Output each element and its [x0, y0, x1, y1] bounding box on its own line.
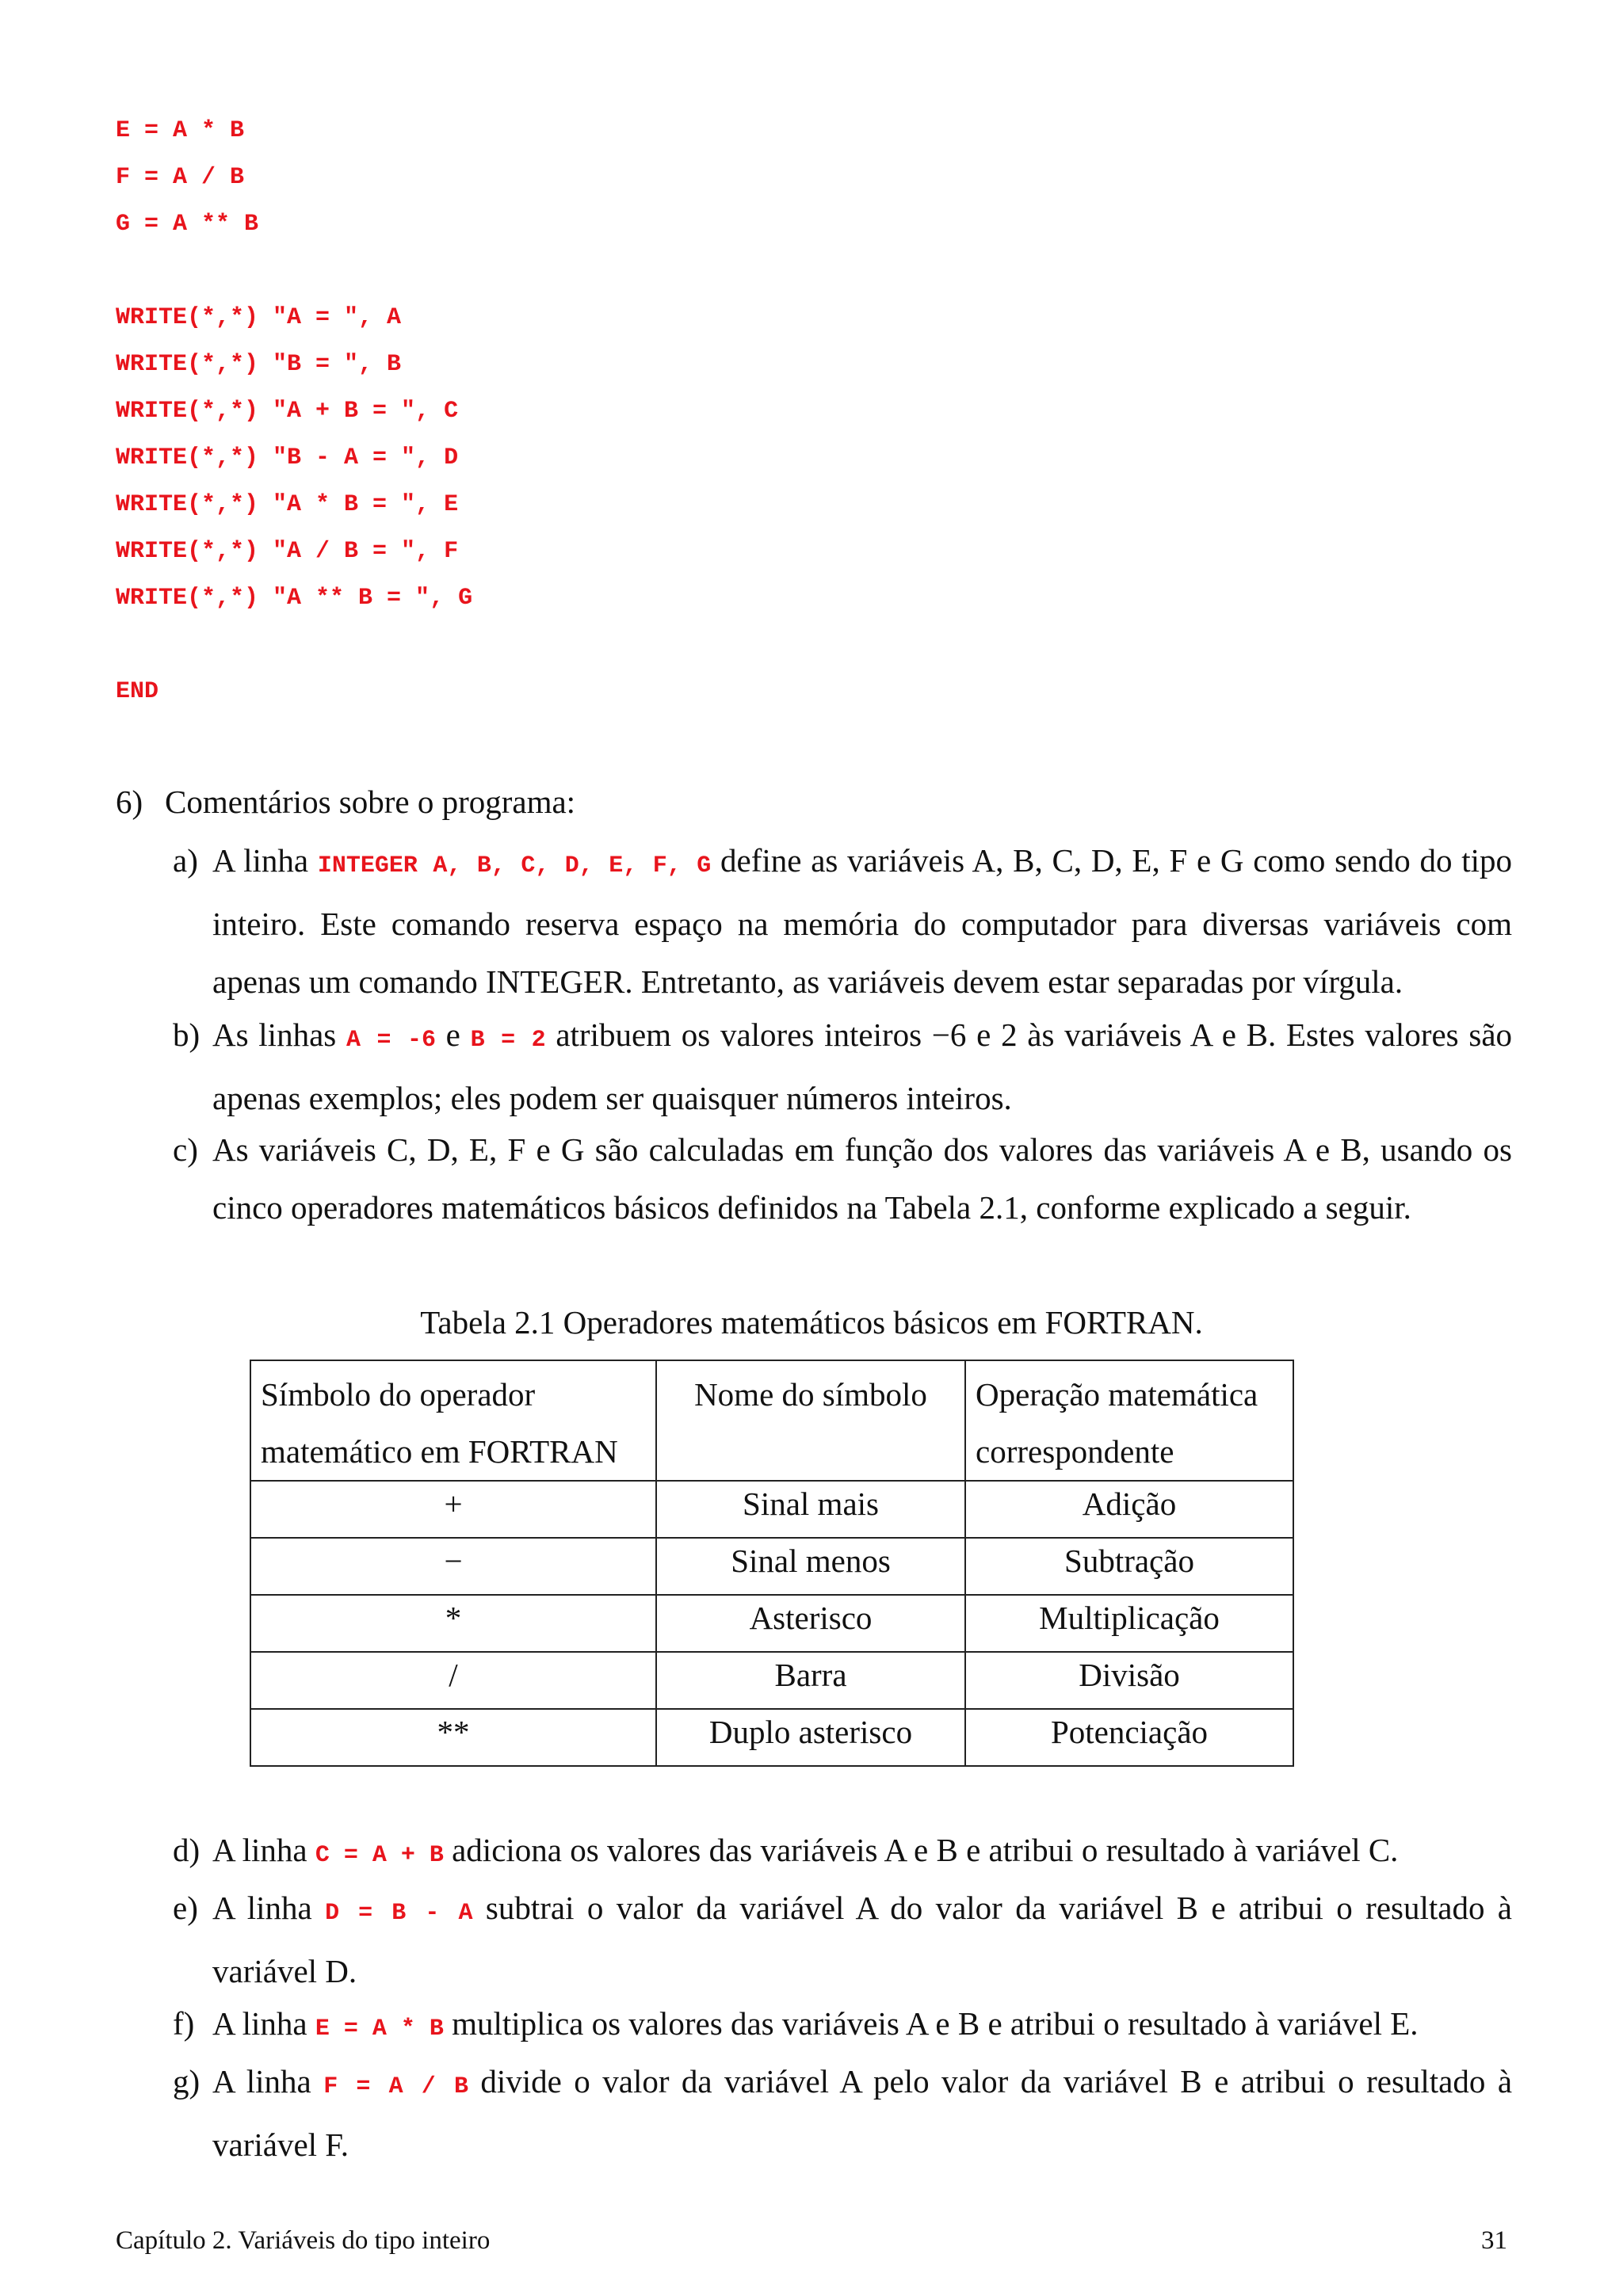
table-header-cell: Operação matemática correspondente — [965, 1360, 1293, 1481]
table-row — [250, 1709, 1293, 1766]
code-line: END — [116, 678, 159, 705]
table-cell: Asterisco — [656, 1595, 965, 1652]
inline-code: F = A / B — [323, 2073, 468, 2100]
item-label: g) — [173, 2063, 200, 2100]
footer-chapter: Capítulo 2. Variáveis do tipo inteiro — [116, 2226, 491, 2255]
table-cell: * — [250, 1595, 656, 1652]
table-header-row — [250, 1360, 1293, 1481]
item-label: b) — [173, 1016, 200, 1053]
table-cell: Duplo asterisco — [656, 1709, 965, 1766]
item-text: A linha — [212, 2005, 315, 2042]
code-line: WRITE(*,*) "B = ", B — [116, 351, 402, 378]
inline-code: B = 2 — [470, 1027, 546, 1054]
code-line: F = A / B — [116, 164, 245, 191]
item-label: f) — [173, 2005, 195, 2042]
footer-page-number: 31 — [1481, 2226, 1507, 2255]
table-caption: Tabela 2.1 Operadores matemáticos básicos em FORTRAN. — [420, 1304, 1203, 1341]
item-text: adiciona os valores das variáveis A e B e atribui o resultado à variável C. — [443, 1832, 1399, 1868]
section-title: Comentários sobre o programa: — [165, 784, 576, 820]
item-text: atribuem os valores inteiros −6 e 2 às variáveis A e B. Estes valores são apenas exemplos; eles podem ser quaisquer números inteiros. — [212, 1016, 1513, 1116]
item-text: multiplica os valores das variáveis A e B e atribui o resultado à variável E. — [443, 2005, 1419, 2042]
table-row — [250, 1652, 1293, 1709]
item-text: A linha — [212, 2063, 324, 2100]
inline-code: INTEGER A, B, C, D, E, F, G — [317, 852, 712, 879]
table-row — [250, 1595, 1293, 1652]
inline-code: A = -6 — [346, 1027, 436, 1054]
comment-item-d — [173, 1821, 1512, 1885]
item-text: divide o valor da variável A pelo valor da variável B e atribui o resultado à variável F. — [212, 2063, 1513, 2163]
code-line: WRITE(*,*) "A * B = ", E — [116, 491, 459, 518]
item-text: A linha — [212, 1890, 326, 1926]
item-text: As variáveis C, D, E, F e G são calculadas em função dos valores das variáveis A e B, usando os cinco operadores matemáticos básicos definidos na Tabela 2.1, conforme explicado a seguir. — [212, 1131, 1512, 1226]
table-cell: Subtração — [965, 1538, 1293, 1595]
item-text: subtrai o valor da variável A do valor da variável B e atribui o resultado à variável D. — [212, 1890, 1513, 1989]
table-row — [250, 1538, 1293, 1595]
inline-code: E = A * B — [315, 2016, 444, 2042]
operators-table — [250, 1360, 1294, 1767]
comment-item-b — [173, 1006, 1512, 1127]
comment-item-f — [173, 1995, 1512, 2058]
table-header-cell: Símbolo do operador matemático em FORTRAN — [250, 1360, 656, 1481]
comment-item-a — [173, 832, 1512, 1011]
table-cell: Sinal mais — [656, 1481, 965, 1538]
table-cell: / — [250, 1652, 656, 1709]
table-cell: Barra — [656, 1652, 965, 1709]
table-cell: + — [250, 1481, 656, 1538]
table-cell: Potenciação — [965, 1709, 1293, 1766]
item-text: As linhas — [212, 1016, 346, 1053]
item-text: A linha — [212, 1832, 315, 1868]
table-cell: − — [250, 1538, 656, 1595]
comment-item-e — [173, 1879, 1512, 2000]
code-line: E = A * B — [116, 117, 245, 144]
item-label: d) — [173, 1832, 200, 1868]
section-number: 6) — [116, 784, 143, 820]
table-header-cell: Nome do símbolo — [656, 1360, 965, 1481]
table-cell: ** — [250, 1709, 656, 1766]
code-line: WRITE(*,*) "B - A = ", D — [116, 444, 459, 471]
code-line: WRITE(*,*) "A + B = ", C — [116, 398, 459, 425]
item-text: define as variáveis A, B, C, D, E, F e G como sendo do tipo inteiro. Este comando reserva espaço na memória do computador para diversas variáveis com apenas um comando INTEGER. Entretanto, as variáveis devem estar separadas por vírgula. — [212, 842, 1512, 1000]
comment-item-g — [173, 2053, 1512, 2174]
inline-code: C = A + B — [315, 1842, 444, 1869]
code-line: WRITE(*,*) "A ** B = ", G — [116, 585, 473, 612]
table-cell: Sinal menos — [656, 1538, 965, 1595]
table-cell: Adição — [965, 1481, 1293, 1538]
inline-code: D = B - A — [325, 1900, 473, 1927]
item-label: c) — [173, 1131, 198, 1168]
code-line: G = A ** B — [116, 211, 259, 238]
table-cell: Divisão — [965, 1652, 1293, 1709]
code-line: WRITE(*,*) "A / B = ", F — [116, 538, 459, 565]
item-text: A linha — [212, 842, 318, 879]
item-label: a) — [173, 842, 198, 879]
item-text: e — [435, 1016, 471, 1053]
table-cell: Multiplicação — [965, 1595, 1293, 1652]
section-heading — [116, 783, 575, 821]
item-label: e) — [173, 1890, 198, 1926]
table-row — [250, 1481, 1293, 1538]
comment-item-c — [173, 1121, 1512, 1237]
code-line: WRITE(*,*) "A = ", A — [116, 304, 402, 331]
